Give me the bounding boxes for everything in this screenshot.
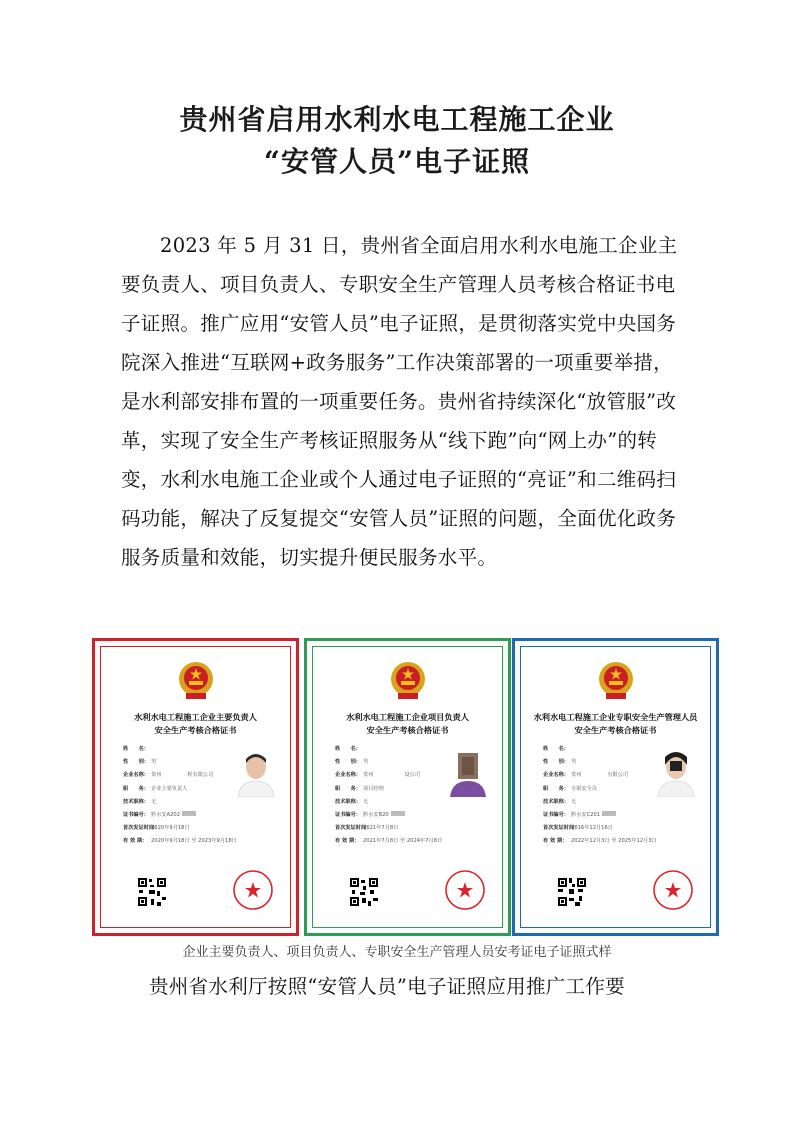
field-cert-no: 证书编号： 黔水安B20 <box>335 811 455 824</box>
redaction-mask <box>602 811 616 816</box>
certificate-title <box>105 711 286 737</box>
field-validity: 有 效 期： 2022年12月3日 至 2025年12月3日 <box>543 838 657 845</box>
certificate-title-line-1: 水利水电工程施工企业主要负责人 <box>134 712 257 722</box>
certificate-principal <box>92 638 299 936</box>
certificate-inner-frame <box>100 646 291 928</box>
certificate-project-manager <box>304 638 511 936</box>
certificate-fields <box>123 745 243 851</box>
document-title-line-2: “安管人员”电子证照 <box>263 145 531 178</box>
qr-code-icon <box>557 877 587 907</box>
certificate-title-line-1: 水利水电工程施工企业项目负责人 <box>346 712 469 722</box>
holder-photo <box>236 747 276 797</box>
certificate-title-line-2: 安全生产考核合格证书 <box>154 725 237 735</box>
field-position: 职 务： 专职安全员 <box>543 785 597 792</box>
body-paragraph-2: 贵州省水利厅按照“安管人员”电子证照应用推广工作要 <box>149 975 625 998</box>
field-company: 企业名称： 贵州 有限公司 <box>543 772 629 779</box>
national-emblem-icon <box>388 659 428 701</box>
certificate-safety-officer <box>512 638 719 936</box>
official-seal-icon <box>652 869 694 911</box>
field-title: 技术职称： 无 <box>543 798 577 805</box>
national-emblem-icon <box>176 659 216 701</box>
field-company: 企业名称： 贵州 设公司 <box>335 772 421 779</box>
field-title: 技术职称： 无 <box>123 798 157 805</box>
field-company: 企业名称： 贵州 程有限公司 <box>123 772 214 779</box>
certificate-samples <box>92 638 720 936</box>
certificate-title-line-1: 水利水电工程施工企业专职安全生产管理人员 <box>533 712 698 722</box>
field-cert-no: 证书编号： 黔水安A202 <box>123 811 243 824</box>
field-position: 职 务： 企业主要负责人 <box>123 785 188 792</box>
certificate-title <box>317 711 498 737</box>
field-validity: 有 效 期： 2020年9月18日 至 2023年9月18日 <box>123 838 237 845</box>
redaction-mask <box>182 811 196 816</box>
field-cert-no: 证书编号： 黔水安C201 <box>543 811 663 824</box>
certificate-fields <box>335 745 455 851</box>
field-name: 姓 名： <box>335 746 361 752</box>
redaction-mask <box>391 811 405 816</box>
field-position: 职 务： 项目经理 <box>335 785 384 792</box>
holder-photo <box>448 747 488 797</box>
official-seal-icon <box>232 869 274 911</box>
certificate-title <box>525 711 706 737</box>
field-first-issue: 首次发证时间： 2021年7月8日 <box>335 825 399 832</box>
certificate-title-line-2: 安全生产考核合格证书 <box>574 725 657 735</box>
certificate-title-line-2: 安全生产考核合格证书 <box>366 725 449 735</box>
field-first-issue: 首次发证时间： 2016年12月16日 <box>543 825 613 832</box>
field-name: 姓 名： <box>123 746 149 752</box>
qr-code-icon <box>349 877 379 907</box>
field-title: 技术职称： 无 <box>335 798 369 805</box>
figure-caption: 企业主要负责人、项目负责人、专职安全生产管理人员安考证电子证照式样 <box>182 945 612 960</box>
certificate-fields <box>543 745 663 851</box>
field-name: 姓 名： <box>543 746 569 752</box>
national-emblem-icon <box>596 659 636 701</box>
document-title-line-1: 贵州省启用水利水电工程施工企业 <box>179 103 615 136</box>
certificate-inner-frame <box>312 646 503 928</box>
holder-photo <box>656 747 696 797</box>
official-seal-icon <box>444 869 486 911</box>
field-first-issue: 首次发证时间： 2020年9月18日 <box>123 825 190 832</box>
field-gender: 性 别： 男 <box>335 759 369 766</box>
body-paragraph-1: 2023 年 5 月 31 日，贵州省全面启用水利水电施工企业主要负责人、项目负责人、专职安全生产管理人员考核合格证书电子证照。推广应用“安管人员”电子证照，是贯彻落实党中央国务院深入推进“互联网+政务服务”工作决策部署的一项重要举措，是水利部安排布置的一项重要任务。贵州省持续深化“放管服”改革，实现了安全生产考核证照服务从“线下跑”向“网上办”的转变，水利水电施工企业或个人通过电子证照的“亮证”和二维码扫码功能，解决了反复提交“安管人员”证照的问题，全面优化政务服务质量和效能，切实提升便民服务水平。 <box>121 234 678 569</box>
field-validity: 有 效 期： 2021年7月8日 至 2024年7月8日 <box>335 838 443 845</box>
field-gender: 性 别： 男 <box>543 759 577 766</box>
qr-code-icon <box>137 877 167 907</box>
certificate-inner-frame <box>520 646 711 928</box>
field-gender: 性 别： 男 <box>123 759 157 766</box>
